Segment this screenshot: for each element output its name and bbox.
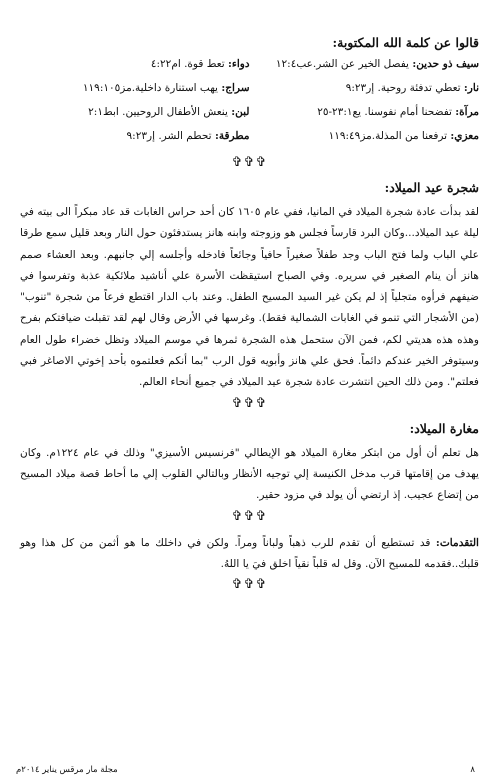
cross-divider: ✞✞✞ [231, 395, 268, 411]
cross-divider: ✞✞✞ [231, 155, 268, 170]
tree-section [20, 179, 479, 412]
quote-key: مطرقة: [214, 130, 250, 142]
quote-text: يفصل الخير عن الشر.عب١٢:٤ [275, 58, 409, 70]
intro-heading: قالوا عن كلمة الله المكتوبة: [332, 35, 479, 50]
manger-section [20, 420, 479, 525]
page-number: ٨ [470, 765, 475, 775]
manger-body: هل تعلم أن أول من ابتكر مغارة الميلاد هو الإيطالي "فرنسيس الأسيزي" وذلك في عام ١٢٢٤م. وكان يهدف من إقامتها قرب مدخل الكنيسة إلي توجيه الأنظار وبالتالي القلوب إلي ما أحاط قصة ميلاد المسيح من إتضاع عجيب. إذ ارتضي أن يولد في مزود حقير. [20, 446, 479, 502]
intro-section [20, 34, 479, 171]
offerings-body: قد تستطيع أن تقدم للرب ذهباً ولباناً ومراً. ولكن في داخلك ما هو أثمن من كل هذا وهو قلبك..فقدمه للمسيح الآن. وقل له قلباً نقياً اخلق فيَ يا اللهُ. [20, 536, 479, 570]
quote-text: تفضحنا أمام نفوسنا. يع٢٣:١-٢٥ [317, 106, 452, 118]
quote-key: معزي: [450, 130, 479, 142]
tree-body: لقد بدأت عادة شجرة الميلاد في المانيا، ففي عام ١٦٠٥ كان أحد حراس الغابات قد عاد مبكراً الى بيته في ليلة عيد الميلاد...وكان البرد قارساً فجلس هو وزوجته وابنه هانز يستدفئون حول النار وبعد قليل سمع طرقا علي الباب ولما فتح الباب وجد طفلاً صغيراً حافياً وجائعاً فادخله وأجلسه إلي جانبهم. وبعد العشاء صمم هانز أن ينام الصغير في سريره. وفي الصباح استيقظت الأسرة علي أناشيد ملائكية عذبة وتفرسوا في ضيفهم فرأوه متجلياً إذ لم يكن غير السيد المسيح الطفل. وعند باب الدار اقتطع فرعاً من شجرة "تنوب"(من الأشجار التي تنمو في الغابات الشمالية فقط). وغرسها في الأرض وقال لهم لقد تقبلت ضيافتكم بفرح وهذه هذه هديتي لكم، فمن الآن ستحمل هذه الشجرة ثمرها في موسم الميلاد وتظل خضراء طول العام وسيتوفر الخير عندكم دائماً. فحق علي هانز وأبويه قول الرب "بما أنكم فعلتموه بأحد إخوتي الاصاغر فبي فعلتم". ومن ذلك الحين انتشرت عادة شجرة عيد الميلاد في جميع أنحاء العالم. [20, 206, 479, 389]
page-footer [16, 763, 475, 777]
quote-key: نار: [463, 82, 479, 94]
quotes-grid [20, 57, 479, 153]
offerings-paragraph [20, 533, 479, 576]
quote-text: تحطم الشر. إر٩:٢٣ [126, 130, 212, 142]
quote-text: ترفعنا من المذلة.مز١١٩:٤٩ [328, 130, 448, 142]
offerings-section [20, 533, 479, 594]
quote-text: يهب استنارة داخلية.مز١١٩:١٠٥ [82, 82, 218, 94]
magazine-title: مجلة مار مرقس يناير ٢٠١٤م [16, 765, 118, 775]
quote-item [250, 129, 480, 144]
cross-divider: ✞✞✞ [231, 508, 268, 524]
quote-key: سيف ذو حدين: [412, 58, 479, 70]
quote-key: سراج: [221, 82, 250, 94]
cross-divider: ✞✞✞ [231, 577, 268, 593]
quote-key: مرآة: [455, 106, 479, 118]
quote-item [250, 81, 480, 96]
quote-item [250, 105, 480, 120]
manger-heading: مغارة الميلاد: [409, 420, 479, 436]
quote-item [20, 105, 250, 120]
quote-item [250, 57, 480, 72]
offerings-heading: التقدمات: [435, 536, 479, 549]
quote-text: تعطي تدفئة روحية. إر٩:٢٣ [345, 82, 461, 94]
quote-key: لبن: [231, 106, 250, 118]
quote-item [20, 129, 250, 144]
tree-heading: شجرة عيد الميلاد: [384, 180, 479, 195]
quote-key: دواء: [228, 58, 250, 70]
quote-text: ينعش الأطفال الروحيين. ابط٢:١ [88, 106, 228, 118]
quote-text: تعط قوة. ام٤:٢٢ [150, 58, 225, 70]
quote-item [20, 57, 250, 72]
quote-item [20, 81, 250, 96]
